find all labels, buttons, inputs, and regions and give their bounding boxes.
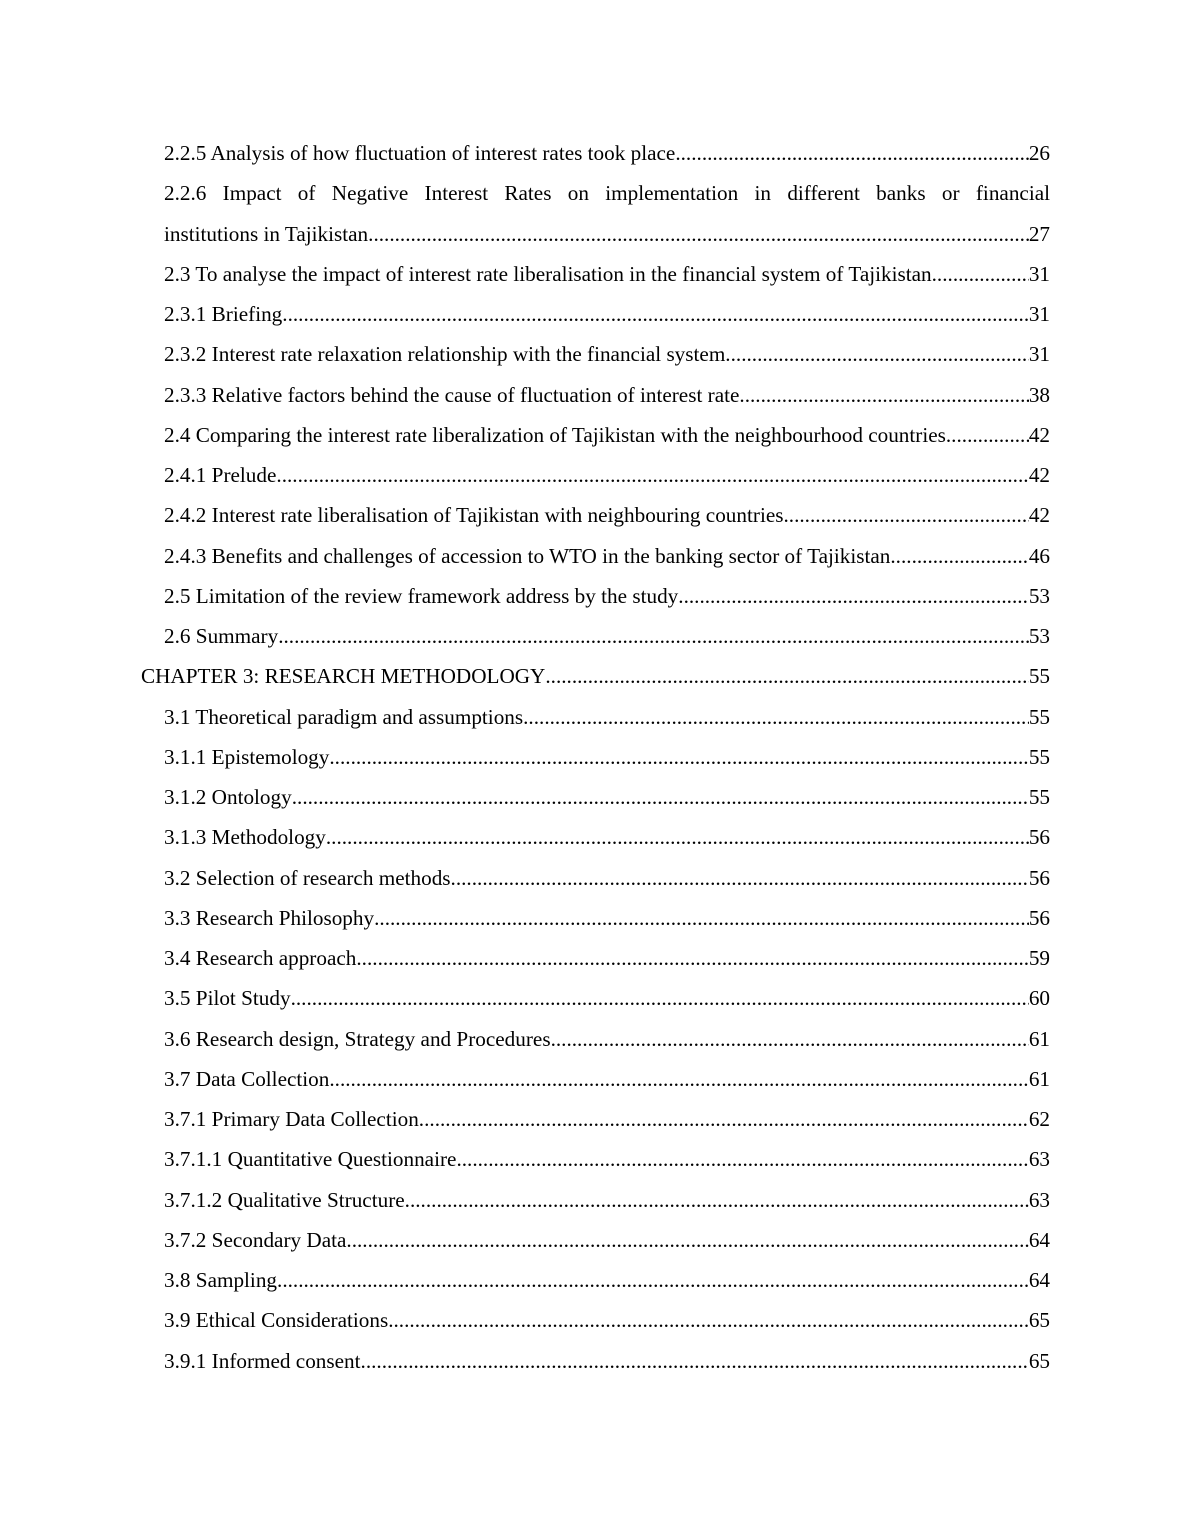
toc-entry-title: 3.7.1.2 Qualitative Structure (164, 1180, 405, 1220)
toc-entry-page: 31 (1028, 342, 1050, 367)
toc-entry-title: 2.3.2 Interest rate relaxation relationship with the financial system (164, 334, 725, 374)
toc-dot-leader (890, 536, 1028, 576)
toc-entry-page: 55 (1028, 704, 1050, 729)
toc-dot-leader (276, 455, 1028, 495)
toc-entry[interactable] (0, 1300, 1050, 1340)
toc-entry[interactable] (0, 1099, 1050, 1139)
toc-entry-page: 65 (1028, 1348, 1050, 1373)
toc-dot-leader (361, 1341, 1029, 1381)
toc-dot-leader (282, 294, 1029, 334)
toc-dot-leader (545, 656, 1028, 696)
toc-entry[interactable] (0, 777, 1050, 817)
toc-entry-title: 2.5 Limitation of the review framework address by the study (164, 576, 678, 616)
toc-entry-title: 3.2 Selection of research methods (164, 858, 451, 898)
toc-entry-title: 2.3 To analyse the impact of interest rate liberalisation in the financial system of Tajikistan (164, 254, 932, 294)
toc-entry[interactable] (0, 495, 1050, 535)
toc-entry[interactable] (0, 1220, 1050, 1260)
toc-entry-title: 3.1 Theoretical paradigm and assumptions (164, 697, 523, 737)
toc-entry-title: 2.2.5 Analysis of how fluctuation of interest rates took place (164, 133, 675, 173)
toc-entry[interactable] (0, 1139, 1050, 1179)
toc-entry[interactable] (0, 254, 1050, 294)
toc-entry-page: 60 (1028, 986, 1050, 1011)
toc-entry-title: 3.5 Pilot Study (164, 978, 291, 1018)
toc-entry[interactable] (0, 938, 1050, 978)
toc-entry-title: 2.3.3 Relative factors behind the cause of fluctuation of interest rate (164, 375, 739, 415)
table-of-contents (0, 133, 1190, 1381)
toc-entry-second-line (164, 214, 1050, 254)
toc-entry-title: 3.9 Ethical Considerations (164, 1300, 388, 1340)
toc-dot-leader (278, 616, 1029, 656)
toc-dot-leader (374, 898, 1029, 938)
toc-entry-page: 64 (1028, 1268, 1050, 1292)
toc-entry[interactable] (0, 898, 1050, 938)
toc-dot-leader (326, 817, 1029, 857)
toc-entry[interactable] (0, 817, 1050, 857)
toc-dot-leader (783, 495, 1028, 535)
toc-entry-page: 63 (1028, 1187, 1050, 1212)
toc-entry[interactable] (0, 415, 1050, 455)
toc-entry-title-line2: institutions in Tajikistan (164, 214, 368, 254)
toc-dot-leader (932, 254, 1029, 294)
toc-entry-title: 2.4 Comparing the interest rate liberalization of Tajikistan with the neighbourhood countries (164, 415, 946, 455)
toc-entry[interactable] (0, 294, 1050, 334)
toc-entry[interactable] (0, 536, 1050, 576)
toc-entry[interactable] (0, 173, 1050, 254)
toc-entry[interactable] (0, 1260, 1050, 1300)
toc-entry-title: 2.3.1 Briefing (164, 294, 282, 334)
toc-entry[interactable] (0, 616, 1050, 656)
toc-entry-page: 56 (1028, 825, 1050, 850)
toc-entry-title: 3.8 Sampling (164, 1260, 277, 1300)
toc-dot-leader (405, 1180, 1029, 1220)
toc-entry-page: 56 (1028, 865, 1050, 890)
toc-entry-title: 3.7.2 Secondary Data (164, 1220, 346, 1260)
toc-entry-page: 42 (1028, 422, 1050, 447)
toc-dot-leader (946, 415, 1029, 455)
toc-entry-page: 55 (1028, 664, 1050, 689)
toc-entry-title: 3.6 Research design, Strategy and Procedures (164, 1019, 551, 1059)
toc-dot-leader (675, 133, 1028, 173)
toc-entry-page: 63 (1028, 1147, 1050, 1172)
toc-entry[interactable] (0, 133, 1050, 173)
toc-dot-leader (329, 737, 1028, 777)
toc-dot-leader (523, 697, 1029, 737)
toc-entry-title: 3.7.1.1 Quantitative Questionnaire (164, 1139, 456, 1179)
toc-entry-title: 3.1.3 Methodology (164, 817, 326, 857)
toc-dot-leader (551, 1019, 1029, 1059)
toc-entry[interactable] (0, 978, 1050, 1018)
toc-entry-page: 61 (1028, 1026, 1050, 1051)
toc-dot-leader (388, 1300, 1029, 1340)
toc-entry[interactable] (0, 1059, 1050, 1099)
toc-dot-leader (346, 1220, 1028, 1260)
toc-entry-page: 26 (1028, 141, 1050, 165)
toc-entry-page: 38 (1028, 382, 1050, 407)
toc-dot-leader (451, 858, 1029, 898)
toc-entry-title: 2.4.1 Prelude (164, 455, 276, 495)
toc-dot-leader (725, 334, 1029, 374)
toc-entry-page: 31 (1028, 261, 1050, 286)
toc-entry-title: 2.4.3 Benefits and challenges of accession to WTO in the banking sector of Tajikistan (164, 536, 890, 576)
toc-entry[interactable] (0, 1341, 1050, 1381)
toc-entry-page: 53 (1028, 624, 1050, 648)
toc-entry-page: 55 (1028, 744, 1050, 769)
toc-entry-page: 27 (1028, 221, 1050, 246)
toc-entry-title: 3.9.1 Informed consent (164, 1341, 361, 1381)
toc-entry-title: 3.1.1 Epistemology (164, 737, 329, 777)
toc-entry[interactable] (0, 375, 1050, 415)
toc-entry[interactable] (0, 858, 1050, 898)
toc-dot-leader (739, 375, 1028, 415)
toc-entry-page: 53 (1028, 583, 1050, 608)
toc-entry-page: 64 (1028, 1227, 1050, 1252)
toc-entry-title: 3.1.2 Ontology (164, 777, 292, 817)
toc-entry[interactable] (0, 737, 1050, 777)
toc-entry-page: 61 (1028, 1066, 1050, 1091)
toc-dot-leader (292, 777, 1029, 817)
toc-entry-title-line1: 2.2.6 Impact of Negative Interest Rates on implementation in different banks or financial (164, 181, 1050, 206)
toc-entry-title: 3.3 Research Philosophy (164, 898, 374, 938)
toc-dot-leader (678, 576, 1029, 616)
toc-entry-page: 46 (1028, 543, 1050, 568)
toc-entry-title: 2.6 Summary (164, 616, 278, 656)
toc-entry-page: 65 (1028, 1308, 1050, 1333)
toc-entry-title: 3.4 Research approach (164, 938, 356, 978)
toc-entry[interactable] (0, 576, 1050, 616)
toc-entry-page: 62 (1028, 1107, 1050, 1131)
toc-dot-leader (277, 1260, 1029, 1300)
toc-entry[interactable] (0, 1019, 1050, 1059)
toc-chapter-entry[interactable] (0, 656, 1050, 696)
toc-entry-page: 42 (1028, 503, 1050, 528)
toc-entry[interactable] (0, 455, 1050, 495)
toc-entry-page: 31 (1028, 302, 1050, 326)
toc-entry[interactable] (0, 1180, 1050, 1220)
toc-dot-leader (291, 978, 1029, 1018)
toc-dot-leader (368, 214, 1029, 254)
toc-entry-page: 59 (1028, 946, 1050, 970)
toc-dot-leader (456, 1139, 1028, 1179)
toc-entry[interactable] (0, 697, 1050, 737)
toc-entry-page: 55 (1028, 785, 1050, 809)
toc-entry-title: CHAPTER 3: RESEARCH METHODOLOGY (141, 656, 545, 696)
toc-entry-page: 56 (1028, 905, 1050, 930)
toc-dot-leader (356, 938, 1028, 978)
toc-entry-title: 2.4.2 Interest rate liberalisation of Tajikistan with neighbouring countries (164, 495, 783, 535)
toc-entry-page: 42 (1028, 463, 1050, 487)
toc-dot-leader (329, 1059, 1028, 1099)
toc-entry[interactable] (0, 334, 1050, 374)
toc-dot-leader (419, 1099, 1029, 1139)
toc-entry-title: 3.7 Data Collection (164, 1059, 329, 1099)
toc-entry-title: 3.7.1 Primary Data Collection (164, 1099, 419, 1139)
